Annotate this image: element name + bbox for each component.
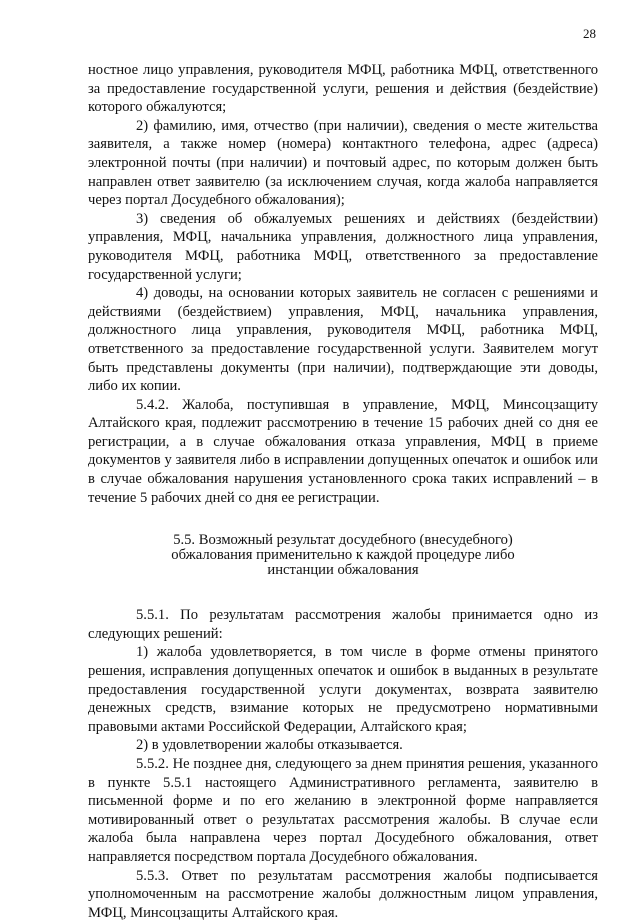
paragraph-decision-1: 1) жалоба удовлетворяется, в том числе в форме отмены принятого решения, исправления допущенных опечаток и ошибок в выданных в результате предоставления государственной услуги документах, возврата заявителю денежных средств, взимание которых не предусмотрено нормативными правовыми актами Российской Федерации, Алтайского края; [88, 644, 598, 735]
paragraph-5-5-3: 5.5.3. Ответ по результатам рассмотрения жалобы подписывается уполномоченным на рассмотрение жалобы должностным лицом управления, МФЦ, Минсоцзащиты Алтайского края. [88, 867, 598, 921]
page-number: 28 [583, 26, 596, 41]
section-heading-5-5 [88, 533, 598, 578]
paragraph-decision-2: 2) в удовлетворении жалобы отказывается. [136, 737, 403, 754]
section-heading-line: инстанции обжалования [267, 562, 419, 579]
section-heading-line: 5.5. Возможный результат досудебного (внесудебного) [173, 532, 513, 549]
paragraph-item-3: 3) сведения об обжалуемых решениях и действиях (бездействии) управления, МФЦ, начальника управления, должностного лица управления, руководителя МФЦ, работника МФЦ, ответственного за предоставление государственной услуги; [88, 210, 598, 283]
paragraph-item-4: 4) доводы, на основании которых заявитель не согласен с решениями и действиями (бездействием) управления, МФЦ, начальника управления, должностного лица управления, руководителя МФЦ, работника МФЦ, ответственного за предоставление государственной услуги. Заявителем могут быть представлены документы (при наличии), подтверждающие эти доводы, либо их копии. [88, 285, 598, 395]
paragraph-5-4-2: 5.4.2. Жалоба, поступившая в управление, МФЦ, Минсоцзащиту Алтайского края, подлежит рассмотрению в течение 15 рабочих дней со дня ее регистрации, а в случае обжалования отказа управления, МФЦ в приеме документов у заявителя либо в исправлении допущенных опечаток и ошибок или в случае обжалования нарушения установленного срока таких исправлений – в течение 5 рабочих дней со дня ее регистрации. [88, 396, 598, 506]
paragraph-continuation: ностное лицо управления, руководителя МФЦ, работника МФЦ, ответственного за предоставление государственной услуги, решения и действия (бездействие) которого обжалуются; [88, 62, 598, 116]
paragraph-5-5-2: 5.5.2. Не позднее дня, следующего за днем принятия решения, указанного в пункте 5.5.1 настоящего Административного регламента, заявителю в письменной форме и по его желанию в электронной форме направляется мотивированный ответ о результатах рассмотрения жалобы. В случае если жалоба была направлена через портал Досудебного обжалования, ответ направляется посредством портала Досудебного обжалования. [88, 756, 598, 865]
paragraph-item-2: 2) фамилию, имя, отчество (при наличии), сведения о месте жительства заявителя, а также номер (номера) контактного телефона, адрес (адреса) электронной почты (при наличии) и почтовый адрес, по которым должен быть направлен ответ заявителю (за исключением случая, когда жалоба направляется через портал Досудебного обжалования); [88, 117, 598, 209]
paragraph-5-5-1: 5.5.1. По результатам рассмотрения жалобы принимается одно из следующих решений: [88, 607, 598, 642]
section-heading-line: обжалования применительно к каждой процедуре либо [171, 547, 515, 564]
document-body [88, 61, 598, 922]
